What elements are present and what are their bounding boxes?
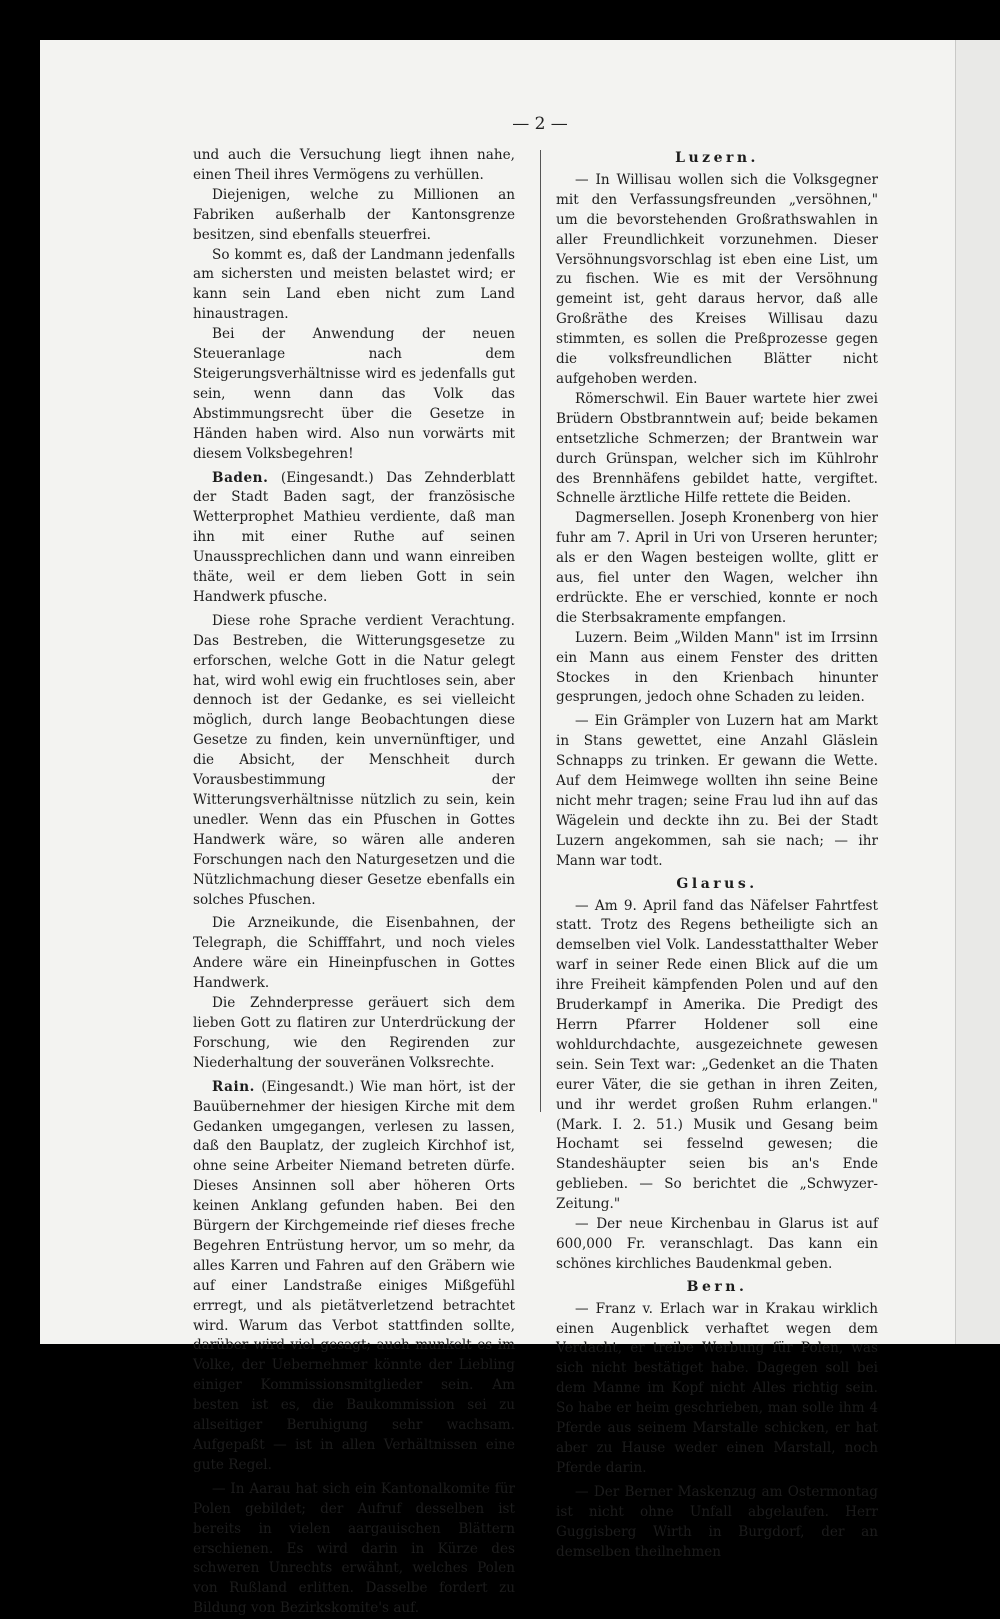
section-heading-bern: Bern.: [686, 1278, 748, 1295]
paragraph: — In Willisau wollen sich die Volksgegner mit den Verfassungsfreunden „versöhnen," um die bevorstehenden Großrathswahlen in aller Freundlichkeit vorzunehmen. Dieser Versöhnungsvorschlag ist eben eine List, um zu fischen. Wie es mit der Versöhnung gemeint ist, geht daraus hervor, daß alle Großräthe des Kreises Willisau dazu stimmten, es sollen die Preßprozesse gegen die volksfreundlichen Blätter nicht aufgehoben werden.: [556, 171, 878, 387]
paragraph: — In Aarau hat sich ein Kantonalkomite für Polen gebildet; der Aufruf desselben ist bereits in vielen aargauischen Blättern erschienen. Es wird darin in Kürze des schweren Unrechts erwähnt, welches Polen von Rußland erlitten. Dasselbe fordert zu Bildung von Bezirkskomite's auf.: [193, 1480, 515, 1617]
article-baden: [193, 469, 515, 608]
paragraph: — Franz v. Erlach war in Krakau wirklich einen Augenblick verhaftet wegen dem Verdacht, er treibe Werbung für Polen, was sich nicht bestätiget habe. Dagegen soll bei dem Manne im Kopf nicht Alles richtig sein. So habe er heim geschrieben, man solle ihm 4 Pferde aus seinem Marstalle schicken, er hat aber zu Hause weder einen Marstall, noch Pferde darin.: [556, 1300, 878, 1476]
paragraph: Luzern. Beim „Wilden Mann" ist im Irrsinn ein Mann aus einem Fenster des dritten Stockes in den Krienbach hinunter gesprungen, jedoch ohne Schaden zu leiden.: [556, 629, 878, 706]
paragraph: Dagmersellen. Joseph Kronenberg von hier fuhr am 7. April in Uri von Urseren herunter; als er den Wagen besteigen wollte, glitt er aus, fiel unter den Wagen, welcher ihn erdrückte. Ehe er verschied, konnte er noch die Sterbsakramente empfangen.: [556, 510, 878, 626]
paragraph: So kommt es, daß der Landmann jedenfalls am sichersten und meisten belastet wird; er kann sein Land eben nicht zum Land hinaustragen.: [193, 246, 515, 323]
paragraph: und auch die Versuchung liegt ihnen nahe, einen Theil ihres Vermögens zu verhüllen.: [193, 147, 515, 183]
article-text: (Eingesandt.) Wie man hört, ist der Bauübernehmer der hiesigen Kirche mit dem Gedanken umgegangen, verlesen zu lassen, daß den Bauplatz, der zugleich Kirchhof ist, ohne seine Arbeiter Niemand betreten dürfe. Dieses Ansinnen soll aber höheren Orts keinen Anklang gefunden haben. Bei den Bürgern der Kirchgemeinde rief dieses freche Begehren Entrüstung hervor, um so mehr, da alles Karren und Fahren auf den Gräbern wie auf einer Landstraße einiges Mißgefühl errregt, und als pietätverletzend betrachtet wird. Warum das Verbot stattfinden sollte, darüber wird viel gesagt; auch munkelt es im Volke, der Uebernehmer könnte der Liebling einiger Kommissionsmitglieder sein. Am besten ist es, die Baukommission sei zu allseitiger Beruhigung sehr wachsam. Aufgepaßt — ist in allen Verhältnissen eine gute Regel.: [193, 1078, 515, 1473]
paragraph: Diejenigen, welche zu Millionen an Fabriken außerhalb der Kantonsgrenze besitzen, sind ebenfalls steuerfrei.: [193, 186, 515, 243]
section-heading-luzern: Luzern.: [675, 150, 759, 166]
paragraph: Römerschwil. Ein Bauer wartete hier zwei Brüdern Obstbranntwein auf; beide bekamen entsetzliche Schmerzen; der Brantwein war durch Grünspan, welcher sich im Kühlrohr des Brennhäfens gebildet hatte, vergiftet. Schnelle ärztliche Hilfe rettete die Beiden.: [556, 390, 878, 507]
section-heading-glarus: Glarus.: [676, 875, 758, 892]
article-rain: [193, 1078, 515, 1476]
paragraph: Diese rohe Sprache verdient Verachtung. Das Bestreben, die Witterungsgesetze zu erforschen, welche Gott in die Natur gelegt hat, wird wohl ewig ein fruchtloses sein, aber dennoch ist der Gedanke, es sei vielleicht möglich, durch lange Beobachtungen diese Gesetze zu finden, kein unvernünftiger, und die Absicht, der Menschheit durch Vorausbestimmung der Witterungsverhältnisse nützlich zu sein, kein unedler. Wenn das ein Pfuschen in Gottes Handwerk wäre, so wären alle anderen Forschungen nach den Naturgesetzen und die Nützlichmachung dieser Gesetze ebenfalls ein solches Pfuschen.: [193, 612, 515, 908]
adjacent-page-edge: [955, 40, 1000, 1344]
page-number: — 2 —: [512, 114, 568, 134]
paragraph: — Ein Grämpler von Luzern hat am Markt in Stans gewettet, eine Anzahl Gläslein Schnapps zu trinken. Er gewann die Wette. Auf dem Heimwege wollten ihn seine Beine nicht mehr tragen; seine Frau lud ihn auf das Wägelein und deckte ihn zu. Bei der Stadt Luzern angekommen, sah sie nach; — ihr Mann war todt.: [556, 713, 878, 869]
article-text: (Eingesandt.) Das Zehnderblatt der Stadt Baden sagt, der französische Wetterprophet Mathieu verdiente, daß man ihn mit einer Ruthe auf seinen Unaussprechlichen dann und wann einreiben thäte, weil er dem lieben Gott in sein Handwerk pfusche.: [193, 469, 515, 605]
paragraph: Die Arzneikunde, die Eisenbahnen, der Telegraph, die Schifffahrt, und noch vieles Andere wäre ein Hineinpfuschen in Gottes Handwerk.: [193, 915, 515, 992]
article-heading: Rain.: [212, 1078, 255, 1095]
left-column: [193, 146, 515, 1619]
right-column: [556, 146, 878, 1562]
paragraph: — Am 9. April fand das Näfelser Fahrtfest statt. Trotz des Regens betheiligte sich an demselben viel Volk. Landesstatthalter Weber warf in seiner Rede einen Blick auf die um ihre Freiheit kämpfenden Polen und auf den Bruderkampf in Amerika. Die Predigt des Herrn Pfarrer Holdener soll eine wohldurchdachte, ausgezeichnete gewesen sein. Sein Text war: „Gedenket an die Thaten eurer Väter, die sie gethan in ihren Zeiten, und ihr werdet großen Ruhm erlangen." (Mark. I. 2. 51.) Musik und Gesang beim Hochamt sei fesselnd gewesen; die Standeshäupter seien bis an's Ende geblieben. — So berichtet die „Schwyzer-Zeitung.": [556, 897, 878, 1213]
paragraph: Die Zehnderpresse geräuert sich dem lieben Gott zu flatiren zur Unterdrückung der Forschung, wie den Regirenden zur Niederhaltung der souveränen Volksrechte.: [193, 995, 515, 1071]
column-divider: [540, 150, 541, 1112]
paragraph: — Der Berner Maskenzug am Ostermontag ist nicht ohne Unfall abgelaufen. Herr Guggisberg Wirth in Burgdorf, der an demselben theilnehmen: [556, 1483, 878, 1560]
article-heading: Baden.: [212, 469, 269, 486]
paragraph: — Der neue Kirchenbau in Glarus ist auf 600,000 Fr. veranschlagt. Das kann ein schönes kirchliches Baudenkmal geben.: [556, 1216, 878, 1272]
paragraph: Bei der Anwendung der neuen Steueranlage nach dem Steigerungsverhältnisse wird es jedenfalls gut sein, wenn dann das Volk das Abstimmungsrecht über die Gesetze in Händen haben wird. Also nun vorwärts mit diesem Volksbegehren!: [193, 326, 515, 462]
